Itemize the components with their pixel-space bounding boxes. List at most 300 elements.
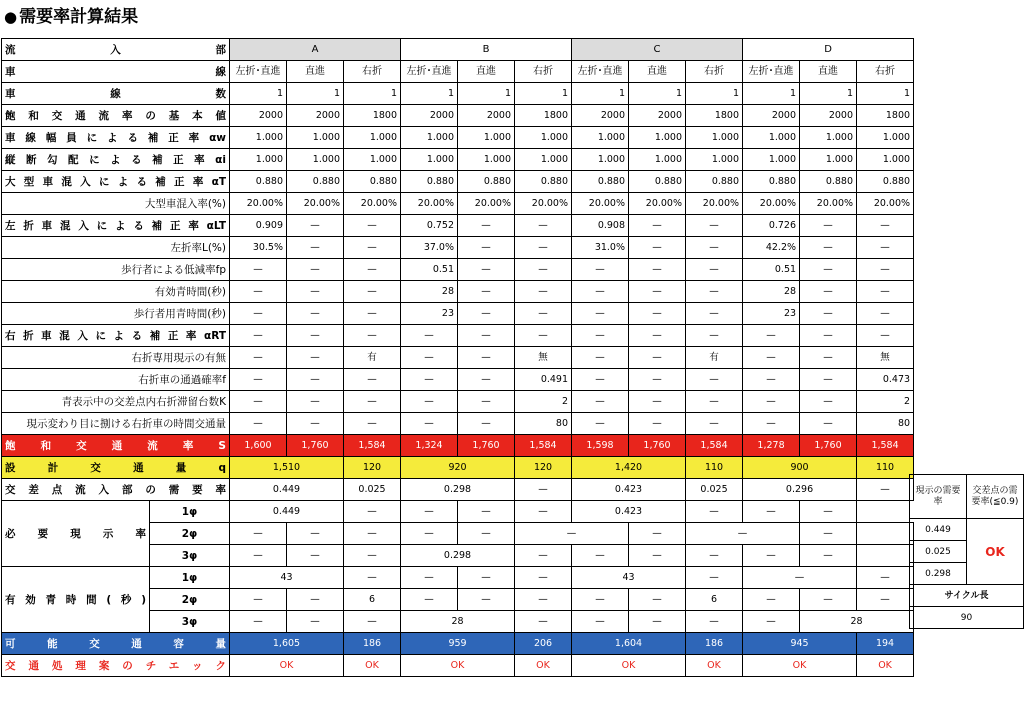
eff-green-cell: — bbox=[857, 281, 914, 303]
capacity-cell: 1,605 bbox=[230, 633, 344, 655]
lanes-count-cell: 1 bbox=[401, 83, 458, 105]
approach-a: A bbox=[230, 39, 401, 61]
left-ratio-cell: — bbox=[458, 237, 515, 259]
corr-t-cell: 0.880 bbox=[629, 171, 686, 193]
corr-rt-cell: — bbox=[857, 325, 914, 347]
phase2-cell bbox=[857, 523, 914, 545]
lane-names-cell: 右折 bbox=[344, 61, 401, 83]
corr-rt-cell: — bbox=[686, 325, 743, 347]
corr-t-cell: 0.880 bbox=[857, 171, 914, 193]
row-label: 右折車の通過確率f bbox=[2, 369, 230, 391]
large-ratio-cell: 20.00% bbox=[344, 193, 401, 215]
green1-cell: — bbox=[686, 567, 743, 589]
left-ratio-cell: — bbox=[344, 237, 401, 259]
rt-prob-cell: — bbox=[344, 369, 401, 391]
corr-w-cell: 1.000 bbox=[230, 127, 287, 149]
corr-rt-cell: — bbox=[458, 325, 515, 347]
corr-lt-cell: — bbox=[800, 215, 857, 237]
rt-change-cell: 80 bbox=[857, 413, 914, 435]
corr-w-cell: 1.000 bbox=[344, 127, 401, 149]
lanes-count-cell: 1 bbox=[800, 83, 857, 105]
capacity-cell: 959 bbox=[401, 633, 515, 655]
row-left-ratio bbox=[2, 237, 914, 259]
corr-w-cell: 1.000 bbox=[629, 127, 686, 149]
row-lane bbox=[2, 61, 914, 83]
row-corr-t bbox=[2, 171, 914, 193]
large-ratio-cell: 20.00% bbox=[515, 193, 572, 215]
rt-exclusive-cell: — bbox=[743, 347, 800, 369]
row-lanes-count bbox=[2, 83, 914, 105]
sat-basic-cell: 2000 bbox=[743, 105, 800, 127]
corr-w-cell: 1.000 bbox=[458, 127, 515, 149]
large-ratio-cell: 20.00% bbox=[287, 193, 344, 215]
corr-w-cell: 1.000 bbox=[800, 127, 857, 149]
row-green-1 bbox=[2, 567, 914, 589]
sat-basic-cell: 2000 bbox=[287, 105, 344, 127]
row-label: 右折車混入による補正率αRT bbox=[2, 325, 230, 347]
green2-cell: — bbox=[572, 589, 629, 611]
lane-names-cell: 左折･直進 bbox=[401, 61, 458, 83]
row-rt-exclusive bbox=[2, 347, 914, 369]
row-label: 必要現示率 bbox=[2, 501, 150, 567]
corr-rt-cell: — bbox=[515, 325, 572, 347]
eff-green-cell: — bbox=[572, 281, 629, 303]
demand-cell: 0.296 bbox=[743, 479, 857, 501]
ped-green-cell: — bbox=[629, 303, 686, 325]
approach-b: B bbox=[401, 39, 572, 61]
corr-lt-cell: — bbox=[629, 215, 686, 237]
eff-green-cell: — bbox=[344, 281, 401, 303]
green3-cell: — bbox=[743, 611, 800, 633]
sat-flow-cell: 1,760 bbox=[629, 435, 686, 457]
rt-exclusive-cell: 無 bbox=[857, 347, 914, 369]
ped-red-cell: — bbox=[344, 259, 401, 281]
lane-names-cell: 左折･直進 bbox=[230, 61, 287, 83]
row-label: 縦断勾配による補正率αi bbox=[2, 149, 230, 171]
green3-cell: — bbox=[686, 611, 743, 633]
green2-cell: — bbox=[629, 589, 686, 611]
ped-green-cell: — bbox=[344, 303, 401, 325]
rt-change-cell: — bbox=[800, 413, 857, 435]
rt-stay-cell: — bbox=[686, 391, 743, 413]
rt-change-cell: — bbox=[401, 413, 458, 435]
green3-cell: 28 bbox=[401, 611, 515, 633]
corr-lt-cell: 0.908 bbox=[572, 215, 629, 237]
phase3-cell: — bbox=[230, 545, 287, 567]
corr-rt-cell: — bbox=[287, 325, 344, 347]
ped-green-cell: — bbox=[857, 303, 914, 325]
row-corr-lt bbox=[2, 215, 914, 237]
green1-cell: — bbox=[458, 567, 515, 589]
eff-green-cell: — bbox=[800, 281, 857, 303]
sat-flow-cell: 1,760 bbox=[287, 435, 344, 457]
ped-green-cell: — bbox=[572, 303, 629, 325]
corr-t-cell: 0.880 bbox=[515, 171, 572, 193]
large-ratio-cell: 20.00% bbox=[857, 193, 914, 215]
corr-lt-cell: 0.909 bbox=[230, 215, 287, 237]
check-cell: OK bbox=[686, 655, 743, 677]
phase2-cell: — bbox=[344, 523, 401, 545]
corr-t-cell: 0.880 bbox=[287, 171, 344, 193]
row-label: 交差点流入部の需要率 bbox=[2, 479, 230, 501]
check-cell: OK bbox=[743, 655, 857, 677]
sat-flow-cell: 1,598 bbox=[572, 435, 629, 457]
bullet-icon: ● bbox=[4, 8, 18, 26]
check-cell: OK bbox=[344, 655, 401, 677]
row-approach bbox=[2, 39, 914, 61]
row-label: 有効青時間(秒) bbox=[2, 567, 150, 633]
ped-red-cell: — bbox=[686, 259, 743, 281]
design-cell: 1,420 bbox=[572, 457, 686, 479]
corr-rt-cell: — bbox=[401, 325, 458, 347]
row-req-phase-1 bbox=[2, 501, 914, 523]
rt-stay-cell: 2 bbox=[515, 391, 572, 413]
sat-flow-cell: 1,584 bbox=[515, 435, 572, 457]
row-label: 右折専用現示の有無 bbox=[2, 347, 230, 369]
corr-lt-cell: — bbox=[686, 215, 743, 237]
phase-demand-2: 0.025 bbox=[910, 541, 967, 563]
row-sat-basic bbox=[2, 105, 914, 127]
large-ratio-cell: 20.00% bbox=[401, 193, 458, 215]
design-cell: 110 bbox=[857, 457, 914, 479]
sat-basic-cell: 2000 bbox=[800, 105, 857, 127]
phase2-cell: — bbox=[230, 523, 287, 545]
phase1-cell: — bbox=[686, 501, 743, 523]
row-corr-w bbox=[2, 127, 914, 149]
row-label: 有効青時間(秒) bbox=[2, 281, 230, 303]
ped-green-cell: — bbox=[800, 303, 857, 325]
green2-cell: — bbox=[515, 589, 572, 611]
corr-rt-cell: — bbox=[800, 325, 857, 347]
large-ratio-cell: 20.00% bbox=[572, 193, 629, 215]
design-cell: 1,510 bbox=[230, 457, 344, 479]
left-ratio-cell: 37.0% bbox=[401, 237, 458, 259]
green2-cell: 6 bbox=[686, 589, 743, 611]
capacity-cell: 1,604 bbox=[572, 633, 686, 655]
row-capacity bbox=[2, 633, 914, 655]
design-cell: 110 bbox=[686, 457, 743, 479]
demand-cell: 0.025 bbox=[686, 479, 743, 501]
corr-rt-cell: — bbox=[629, 325, 686, 347]
phase-demand-header: 現示の需要率 bbox=[910, 475, 967, 519]
corr-t-cell: 0.880 bbox=[344, 171, 401, 193]
row-label: 飽和交通流率S bbox=[2, 435, 230, 457]
lane-names-cell: 左折･直進 bbox=[743, 61, 800, 83]
left-ratio-cell: — bbox=[800, 237, 857, 259]
ped-green-cell: — bbox=[230, 303, 287, 325]
left-ratio-cell: — bbox=[287, 237, 344, 259]
demand-cell: — bbox=[857, 479, 914, 501]
lane-names-cell: 左折･直進 bbox=[572, 61, 629, 83]
rt-exclusive-cell: — bbox=[401, 347, 458, 369]
rt-change-cell: — bbox=[344, 413, 401, 435]
green3-cell: 28 bbox=[800, 611, 914, 633]
rt-exclusive-cell: — bbox=[572, 347, 629, 369]
phase3-cell: — bbox=[800, 545, 857, 567]
rt-stay-cell: — bbox=[743, 391, 800, 413]
ped-red-cell: — bbox=[515, 259, 572, 281]
rt-exclusive-cell: 無 bbox=[515, 347, 572, 369]
green1-cell: 43 bbox=[572, 567, 686, 589]
capacity-cell: 194 bbox=[857, 633, 914, 655]
green2-cell: — bbox=[401, 589, 458, 611]
sat-basic-cell: 1800 bbox=[344, 105, 401, 127]
rt-stay-cell: — bbox=[287, 391, 344, 413]
phase1-cell: — bbox=[743, 501, 800, 523]
row-label: 車線数 bbox=[2, 83, 230, 105]
phase2-cell: — bbox=[686, 523, 800, 545]
ped-red-cell: — bbox=[287, 259, 344, 281]
sat-basic-cell: 2000 bbox=[401, 105, 458, 127]
green3-cell: — bbox=[572, 611, 629, 633]
crit-demand-header: 交差点の需要率(≦0.9) bbox=[967, 475, 1024, 519]
sat-basic-cell: 1800 bbox=[515, 105, 572, 127]
rt-change-cell: 80 bbox=[515, 413, 572, 435]
row-label: 現示変わり目に捌ける右折車の時間交通量 bbox=[2, 413, 230, 435]
rt-exclusive-cell: — bbox=[230, 347, 287, 369]
rt-change-cell: — bbox=[287, 413, 344, 435]
green3-cell: — bbox=[287, 611, 344, 633]
row-ped-green bbox=[2, 303, 914, 325]
corr-i-cell: 1.000 bbox=[287, 149, 344, 171]
sat-basic-cell: 2000 bbox=[572, 105, 629, 127]
phase3-cell: — bbox=[572, 545, 629, 567]
green2-cell: — bbox=[458, 589, 515, 611]
lane-names-cell: 右折 bbox=[686, 61, 743, 83]
corr-w-cell: 1.000 bbox=[401, 127, 458, 149]
eff-green-cell: — bbox=[515, 281, 572, 303]
sat-flow-cell: 1,324 bbox=[401, 435, 458, 457]
eff-green-cell: — bbox=[287, 281, 344, 303]
large-ratio-cell: 20.00% bbox=[629, 193, 686, 215]
rt-stay-cell: — bbox=[230, 391, 287, 413]
rt-prob-cell: — bbox=[629, 369, 686, 391]
phase-label: 2φ bbox=[150, 589, 230, 611]
corr-lt-cell: — bbox=[344, 215, 401, 237]
green2-cell: 6 bbox=[344, 589, 401, 611]
result-badge: OK bbox=[967, 519, 1024, 585]
phase-demand-1: 0.449 bbox=[910, 519, 967, 541]
capacity-cell: 186 bbox=[344, 633, 401, 655]
green1-cell: — bbox=[743, 567, 857, 589]
left-ratio-cell: 31.0% bbox=[572, 237, 629, 259]
phase2-cell: — bbox=[800, 523, 857, 545]
rt-stay-cell: — bbox=[629, 391, 686, 413]
rt-exclusive-cell: 有 bbox=[686, 347, 743, 369]
design-cell: 120 bbox=[344, 457, 401, 479]
phase1-cell: — bbox=[515, 501, 572, 523]
corr-lt-cell: — bbox=[458, 215, 515, 237]
sat-basic-cell: 2000 bbox=[629, 105, 686, 127]
sat-basic-cell: 1800 bbox=[686, 105, 743, 127]
sat-flow-cell: 1,584 bbox=[857, 435, 914, 457]
phase3-cell bbox=[857, 545, 914, 567]
row-label: 設計交通量q bbox=[2, 457, 230, 479]
green3-cell: — bbox=[344, 611, 401, 633]
corr-t-cell: 0.880 bbox=[686, 171, 743, 193]
row-label: 歩行者による低減率fp bbox=[2, 259, 230, 281]
corr-i-cell: 1.000 bbox=[572, 149, 629, 171]
rt-prob-cell: — bbox=[686, 369, 743, 391]
green3-cell: — bbox=[515, 611, 572, 633]
rt-change-cell: — bbox=[743, 413, 800, 435]
demand-cell: 0.449 bbox=[230, 479, 344, 501]
summary-panel bbox=[909, 474, 1024, 629]
left-ratio-cell: — bbox=[629, 237, 686, 259]
cycle-value: 90 bbox=[910, 607, 1024, 629]
row-corr-i bbox=[2, 149, 914, 171]
check-cell: OK bbox=[572, 655, 686, 677]
rt-change-cell: — bbox=[629, 413, 686, 435]
phase2-cell: — bbox=[629, 523, 686, 545]
row-label: 飽和交通流率の基本値 bbox=[2, 105, 230, 127]
row-demand-ratio bbox=[2, 479, 914, 501]
phase3-cell: — bbox=[344, 545, 401, 567]
green1-cell: — bbox=[401, 567, 458, 589]
phase1-cell: 0.423 bbox=[572, 501, 686, 523]
page-title bbox=[4, 5, 138, 29]
approach-c: C bbox=[572, 39, 743, 61]
rt-prob-cell: — bbox=[401, 369, 458, 391]
rt-change-cell: — bbox=[458, 413, 515, 435]
lanes-count-cell: 1 bbox=[230, 83, 287, 105]
demand-ratio-table bbox=[1, 38, 914, 677]
rt-stay-cell: — bbox=[401, 391, 458, 413]
rt-prob-cell: 0.491 bbox=[515, 369, 572, 391]
row-rt-stay bbox=[2, 391, 914, 413]
corr-rt-cell: — bbox=[572, 325, 629, 347]
large-ratio-cell: 20.00% bbox=[800, 193, 857, 215]
ped-green-cell: 23 bbox=[743, 303, 800, 325]
rt-stay-cell: — bbox=[800, 391, 857, 413]
design-cell: 920 bbox=[401, 457, 515, 479]
corr-lt-cell: — bbox=[857, 215, 914, 237]
rt-prob-cell: — bbox=[572, 369, 629, 391]
left-ratio-cell: — bbox=[515, 237, 572, 259]
row-label: 流入部 bbox=[2, 39, 230, 61]
corr-i-cell: 1.000 bbox=[230, 149, 287, 171]
ped-red-cell: — bbox=[230, 259, 287, 281]
corr-w-cell: 1.000 bbox=[515, 127, 572, 149]
lane-names-cell: 直進 bbox=[287, 61, 344, 83]
check-cell: OK bbox=[857, 655, 914, 677]
phase-label: 2φ bbox=[150, 523, 230, 545]
phase-demand-3: 0.298 bbox=[910, 563, 967, 585]
row-label: 左折率L(%) bbox=[2, 237, 230, 259]
design-cell: 900 bbox=[743, 457, 857, 479]
green1-cell: — bbox=[857, 567, 914, 589]
demand-cell: 0.423 bbox=[572, 479, 686, 501]
demand-cell: — bbox=[515, 479, 572, 501]
row-label: 車線 bbox=[2, 61, 230, 83]
left-ratio-cell: 30.5% bbox=[230, 237, 287, 259]
corr-t-cell: 0.880 bbox=[572, 171, 629, 193]
phase-label: 1φ bbox=[150, 567, 230, 589]
green1-cell: 43 bbox=[230, 567, 344, 589]
sat-flow-cell: 1,600 bbox=[230, 435, 287, 457]
sat-basic-cell: 1800 bbox=[857, 105, 914, 127]
lanes-count-cell: 1 bbox=[287, 83, 344, 105]
corr-i-cell: 1.000 bbox=[686, 149, 743, 171]
corr-w-cell: 1.000 bbox=[857, 127, 914, 149]
lane-names-cell: 直進 bbox=[800, 61, 857, 83]
row-label: 左折車混入による補正率αLT bbox=[2, 215, 230, 237]
row-corr-rt bbox=[2, 325, 914, 347]
green2-cell: — bbox=[800, 589, 857, 611]
row-check bbox=[2, 655, 914, 677]
corr-rt-cell: — bbox=[230, 325, 287, 347]
corr-lt-cell: — bbox=[515, 215, 572, 237]
green1-cell: — bbox=[515, 567, 572, 589]
lanes-count-cell: 1 bbox=[857, 83, 914, 105]
lanes-count-cell: 1 bbox=[572, 83, 629, 105]
phase-label: 1φ bbox=[150, 501, 230, 523]
phase3-cell: — bbox=[629, 545, 686, 567]
rt-stay-cell: 2 bbox=[857, 391, 914, 413]
phase-label: 3φ bbox=[150, 545, 230, 567]
row-large-ratio bbox=[2, 193, 914, 215]
sat-flow-cell: 1,760 bbox=[800, 435, 857, 457]
ped-green-cell: — bbox=[686, 303, 743, 325]
sat-basic-cell: 2000 bbox=[458, 105, 515, 127]
phase1-cell: — bbox=[800, 501, 857, 523]
corr-t-cell: 0.880 bbox=[458, 171, 515, 193]
rt-prob-cell: — bbox=[458, 369, 515, 391]
left-ratio-cell: — bbox=[857, 237, 914, 259]
phase1-cell: — bbox=[401, 501, 458, 523]
corr-t-cell: 0.880 bbox=[743, 171, 800, 193]
ped-red-cell: — bbox=[458, 259, 515, 281]
title-text: 需要率計算結果 bbox=[19, 7, 139, 27]
design-cell: 120 bbox=[515, 457, 572, 479]
rt-stay-cell: — bbox=[344, 391, 401, 413]
check-cell: OK bbox=[230, 655, 344, 677]
phase3-cell: 0.298 bbox=[401, 545, 515, 567]
rt-change-cell: — bbox=[686, 413, 743, 435]
ped-red-cell: — bbox=[857, 259, 914, 281]
phase1-cell: — bbox=[458, 501, 515, 523]
corr-lt-cell: 0.726 bbox=[743, 215, 800, 237]
green1-cell: — bbox=[344, 567, 401, 589]
left-ratio-cell: — bbox=[686, 237, 743, 259]
corr-t-cell: 0.880 bbox=[800, 171, 857, 193]
corr-lt-cell: 0.752 bbox=[401, 215, 458, 237]
ped-green-cell: 23 bbox=[401, 303, 458, 325]
corr-i-cell: 1.000 bbox=[401, 149, 458, 171]
phase2-cell: — bbox=[401, 523, 458, 545]
row-rt-prob bbox=[2, 369, 914, 391]
rt-exclusive-cell: — bbox=[800, 347, 857, 369]
lanes-count-cell: 1 bbox=[515, 83, 572, 105]
eff-green-cell: 28 bbox=[743, 281, 800, 303]
eff-green-cell: — bbox=[686, 281, 743, 303]
capacity-cell: 206 bbox=[515, 633, 572, 655]
eff-green-cell: 28 bbox=[401, 281, 458, 303]
ped-red-cell: 0.51 bbox=[401, 259, 458, 281]
ped-red-cell: — bbox=[629, 259, 686, 281]
rt-change-cell: — bbox=[572, 413, 629, 435]
rt-stay-cell: — bbox=[458, 391, 515, 413]
ped-green-cell: — bbox=[515, 303, 572, 325]
row-label: 青表示中の交差点内右折滞留台数K bbox=[2, 391, 230, 413]
corr-i-cell: 1.000 bbox=[800, 149, 857, 171]
lanes-count-cell: 1 bbox=[344, 83, 401, 105]
corr-w-cell: 1.000 bbox=[572, 127, 629, 149]
sat-basic-cell: 2000 bbox=[230, 105, 287, 127]
capacity-cell: 945 bbox=[743, 633, 857, 655]
rt-prob-cell: — bbox=[230, 369, 287, 391]
lane-names-cell: 直進 bbox=[629, 61, 686, 83]
